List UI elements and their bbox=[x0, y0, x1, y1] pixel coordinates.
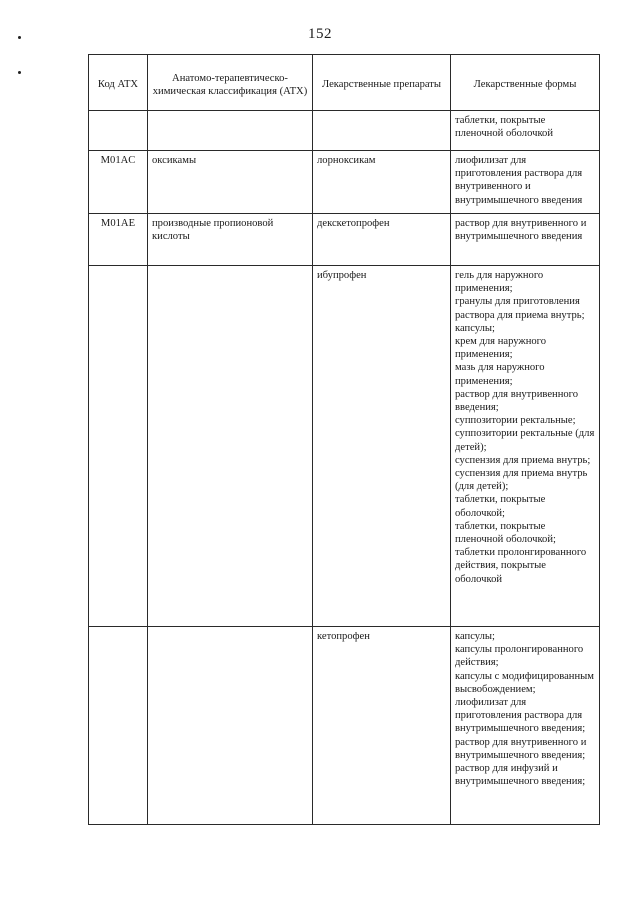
margin-mark bbox=[18, 36, 21, 39]
table-row bbox=[89, 214, 600, 266]
form-item: гель для наружного применения; bbox=[455, 270, 544, 295]
header-classification: Анатомо-терапевтическо-химическая классификация (ATX) bbox=[148, 55, 313, 111]
code-cell bbox=[89, 627, 148, 825]
forms-list bbox=[455, 630, 595, 788]
forms-cell bbox=[451, 151, 600, 214]
form-item: таблетки, покрытые пленочной оболочкой bbox=[455, 115, 554, 140]
table-row bbox=[89, 111, 600, 151]
form-item: таблетки пролонгированного действия, покрытые оболочкой bbox=[455, 547, 587, 585]
drug-cell: ибупрофен bbox=[313, 266, 451, 627]
forms-list bbox=[455, 269, 595, 586]
table-row bbox=[89, 266, 600, 627]
table-row bbox=[89, 627, 600, 825]
header-forms: Лекарственные формы bbox=[451, 55, 600, 111]
page-number: 152 bbox=[308, 26, 332, 42]
classification-cell: оксикамы bbox=[148, 151, 313, 214]
forms-cell bbox=[451, 111, 600, 151]
code-cell bbox=[89, 111, 148, 151]
margin-mark bbox=[18, 71, 21, 74]
form-item: крем для наружного применения; bbox=[455, 336, 547, 361]
form-item: раствор для внутривенного и внутримышечного введения bbox=[455, 218, 587, 243]
form-item: гранулы для приготовления раствора для приема внутрь; bbox=[455, 296, 585, 321]
code-cell: M01AE bbox=[89, 214, 148, 266]
form-item: суппозитории ректальные (для детей); bbox=[455, 428, 595, 453]
form-item: капсулы с модифицированным высвобождением; bbox=[455, 670, 594, 695]
classification-cell bbox=[148, 266, 313, 627]
forms-list bbox=[455, 114, 595, 140]
form-item: капсулы; bbox=[455, 631, 495, 642]
form-item: раствор для внутривенного и внутримышечного введения; bbox=[455, 736, 587, 761]
forms-list bbox=[455, 217, 595, 243]
form-item: капсулы пролонгированного действия; bbox=[455, 644, 584, 669]
forms-cell bbox=[451, 266, 600, 627]
form-item: раствор для инфузий и внутримышечного введения; bbox=[455, 763, 586, 788]
table-row bbox=[89, 151, 600, 214]
drug-cell: кетопрофен bbox=[313, 627, 451, 825]
form-item: таблетки, покрытые оболочкой; bbox=[455, 494, 546, 519]
table-body bbox=[89, 111, 600, 825]
form-item: лиофилизат для приготовления раствора для внутривенного и внутримышечного введения bbox=[455, 155, 583, 206]
classification-cell: производные пропионовой кислоты bbox=[148, 214, 313, 266]
form-item: раствор для внутривенного введения; bbox=[455, 388, 579, 414]
drug-cell bbox=[313, 111, 451, 151]
form-item: таблетки, покрытые пленочной оболочкой; bbox=[455, 520, 556, 546]
code-cell bbox=[89, 266, 148, 627]
forms-cell bbox=[451, 627, 600, 825]
forms-cell bbox=[451, 214, 600, 266]
code-cell: M01AC bbox=[89, 151, 148, 214]
form-item: капсулы; bbox=[455, 322, 495, 334]
header-drugs: Лекарственные препараты bbox=[313, 55, 451, 111]
atx-table bbox=[88, 54, 600, 825]
form-item: суспензия для приема внутрь (для детей); bbox=[455, 468, 588, 493]
table-header-row bbox=[89, 55, 600, 111]
form-item: мазь для наружного применения; bbox=[455, 362, 545, 387]
drug-cell: лорноксикам bbox=[313, 151, 451, 214]
form-item: суспензия для приема внутрь; bbox=[455, 454, 591, 466]
forms-list bbox=[455, 154, 595, 207]
classification-cell bbox=[148, 627, 313, 825]
classification-cell bbox=[148, 111, 313, 151]
drug-cell: декскетопрофен bbox=[313, 214, 451, 266]
form-item: суппозитории ректальные; bbox=[455, 415, 576, 427]
header-code: Код ATX bbox=[89, 55, 148, 111]
form-item: лиофилизат для приготовления раствора для внутримышечного введения; bbox=[455, 697, 586, 735]
